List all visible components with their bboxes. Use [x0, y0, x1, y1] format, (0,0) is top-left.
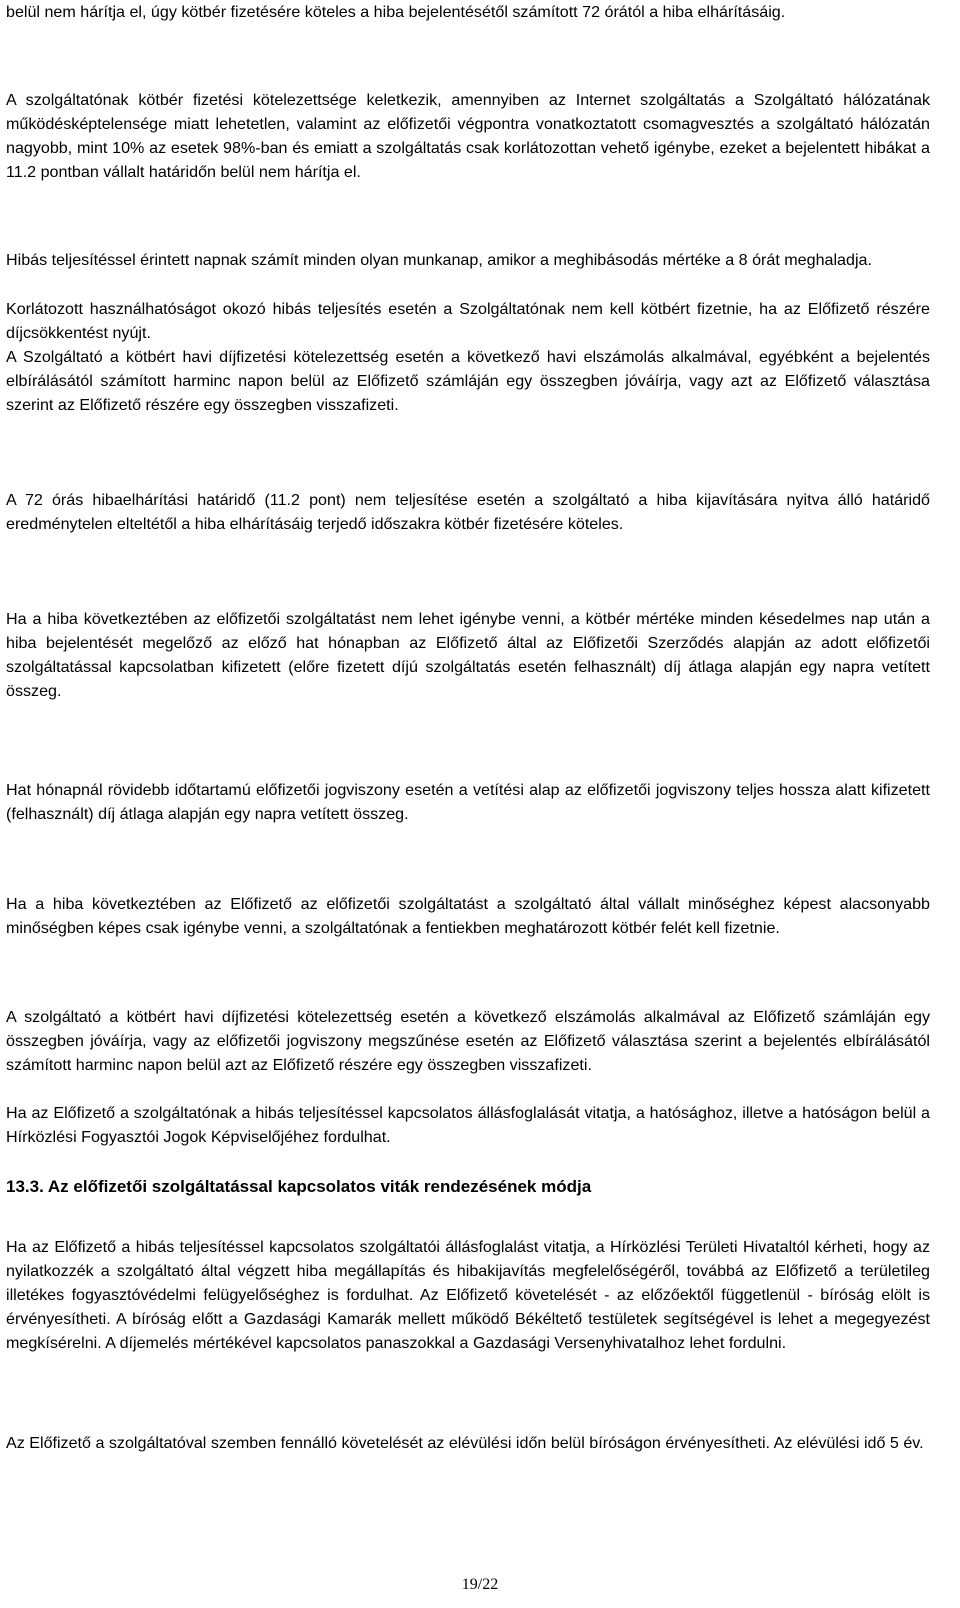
- paragraph-72-hour-deadline: A 72 órás hibaelhárítási határidő (11.2 pont) nem teljesítése esetén a szolgáltató a hiba kijavítására nyitva álló határidő eredménytelen elteltétől a hiba elhárításáig terjedő időszakra kötbér fizetésére köteles.: [6, 491, 930, 533]
- paragraph-penalty-amount: Ha a hiba következtében az előfizetői szolgáltatást nem lehet igénybe venni, a kötbér mértéke minden késedelmes nap után a hiba bejelentését megelőző az előző hat hónapban az Előfizető által az Előfizetői Szerződés alapján az adott előfizetői szolgáltatással kapcsolatban kifizetett (előre fizetett díjú szolgáltatás esetén felhasznált) díj átlaga alapján egy napra vetített összeg.: [6, 610, 930, 700]
- paragraph-internet-penalty: A szolgáltatónak kötbér fizetési kötelezettsége keletkezik, amennyiben az Internet szolgáltatás a Szolgáltató hálózatának működésképtelensége miatt lehetetlen, valamint az előfizetői végpontra vonatkoztatott csomagvesztés a szolgáltató hálózatán nagyobb, mint 10% az esetek 98%-ban és emiatt a szolgáltatás csak korlátozottan vehető igénybe, ezeket a bejelentett hibákat a 11.2 pontban vállalt határidőn belül nem hárítja el.: [6, 91, 930, 181]
- paragraph-limited-usability: Korlátozott használhatóságot okozó hibás teljesítés esetén a Szolgáltatónak nem kell kötbért fizetnie, ha az Előfizető részére díjcsökkentést nyújt.: [6, 300, 930, 342]
- paragraph-penalty-refund: A szolgáltató a kötbért havi díjfizetési kötelezettség esetén a következő elszámolás alkalmával az Előfizető számláján egy összegben jóváírja, vagy az előfizetői jogviszony megszűnése esetén az Előfizető választása szerint a bejelentés elbírálásától számított harminc napon belül azt az Előfizető részére egy összegben visszafizeti.: [6, 1008, 930, 1074]
- paragraph-carryover: belül nem hárítja el, úgy kötbér fizetésére köteles a hiba bejelentésétől számított 72 órától a hiba elhárításáig.: [6, 3, 786, 21]
- section-heading: 13.3. Az előfizetői szolgáltatással kapcsolatos viták rendezésének módja: [6, 1177, 592, 1196]
- page-number: 19/22: [461, 1576, 499, 1593]
- paragraph-lower-quality: Ha a hiba következtében az Előfizető az előfizetői szolgáltatást a szolgáltató által vállalt minőséghez képest alacsonyabb minőségben képes csak igénybe venni, a szolgáltatónak a fentiekben meghatározott kötbér felét kell fizetnie.: [6, 895, 930, 937]
- paragraph-limitation: Az Előfizető a szolgáltatóval szemben fennálló követelését az elévülési időn belül bíróságon érvényesítheti. Az elévülési idő 5 év.: [6, 1434, 924, 1452]
- paragraph-disputes: Ha az Előfizető a hibás teljesítéssel kapcsolatos szolgáltatói állásfoglalást vitatja, a Hírközlési Területi Hivataltól kérheti, hogy az nyilatkozzék a szolgáltató által végzett hiba megállapítás és hibakijavítás megfelelőségéről, továbbá az Előfizető a területileg illetékes fogyasztóvédelmi felügyelőséghez is fordulhat. Az Előfizető követelését - az előzőektől függetlenül - bíróság elölt is érvényesítheti. A bíróság előtt a Gazdasági Kamarák mellett működő Békéltető testületek segítségével is lehet a megegyezést megkísérelni. A díjemelés mértékével kapcsolatos panaszokkal a Gazdasági Versenyhivatalhoz lehet fordulni.: [6, 1238, 930, 1352]
- paragraph-authority: Ha az Előfizető a szolgáltatónak a hibás teljesítéssel kapcsolatos állásfoglalását vitatja, a hatósághoz, illetve a hatóságon belül a Hírközlési Fogyasztói Jogok Képviselőjéhez fordulhat.: [6, 1104, 930, 1146]
- paragraph-affected-day: Hibás teljesítéssel érintett napnak számít minden olyan munkanap, amikor a meghibásodás mértéke a 8 órát meghaladja.: [6, 251, 872, 269]
- paragraph-short-contract: Hat hónapnál rövidebb időtartamú előfizetői jogviszony esetén a vetítési alap az előfizetői jogviszony teljes hossza alatt kifizetett (felhasznált) díj átlaga alapján egy napra vetített összeg.: [6, 781, 930, 823]
- paragraph-penalty-crediting: A Szolgáltató a kötbért havi díjfizetési kötelezettség esetén a következő havi elszámolás alkalmával, egyébként a bejelentés elbírálásától számított harminc napon belül az Előfizető számláján egy összegben jóváírja, vagy azt az Előfizető választása szerint az Előfizető részére egy összegben visszafizeti.: [6, 348, 930, 414]
